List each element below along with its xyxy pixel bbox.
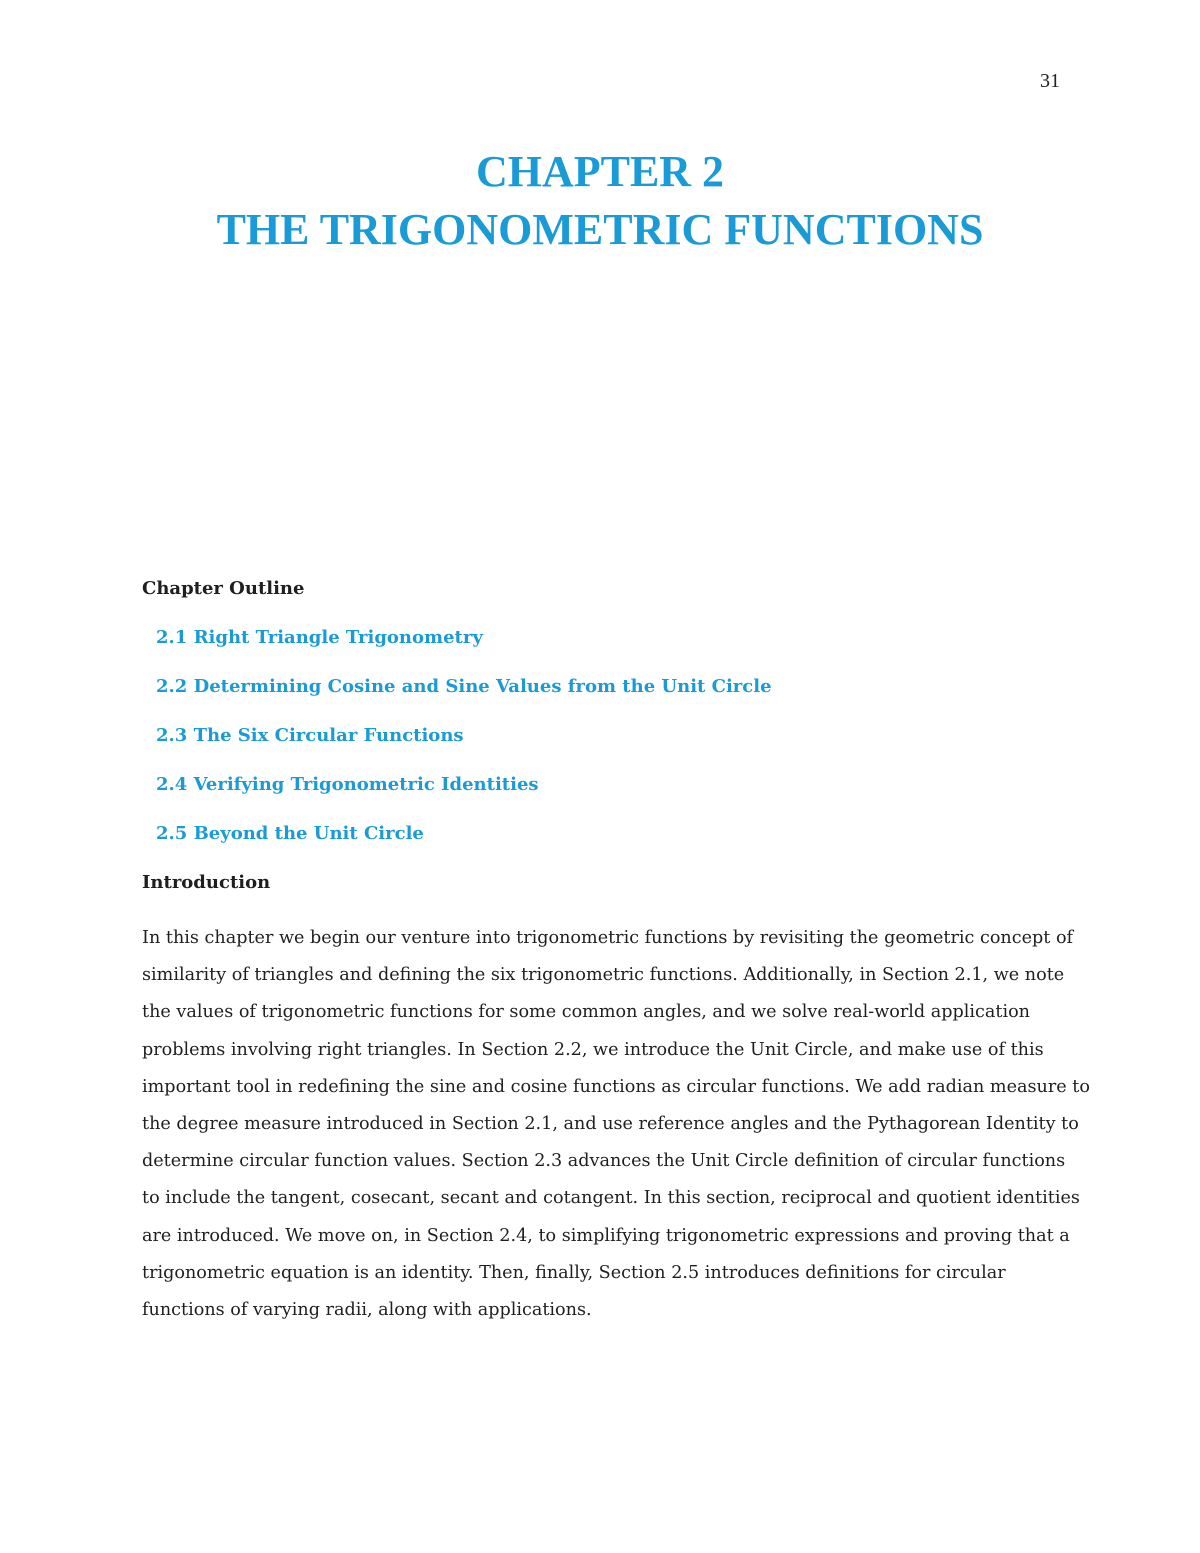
intro-line: similarity of triangles and defining the six trigonometric functions. Additionally, in Section 2.1, we note bbox=[142, 965, 1065, 986]
intro-line: important tool in redefining the sine and cosine functions as circular functions. We add radian measure to bbox=[142, 1076, 1090, 1097]
chapter-outline-heading: Chapter Outline bbox=[142, 578, 305, 599]
outline-link-section-2-2[interactable]: 2.2 Determining Cosine and Sine Values from the Unit Circle bbox=[156, 676, 772, 697]
intro-line: In this chapter we begin our venture into trigonometric functions by revisiting the geometric concept of bbox=[142, 928, 1074, 948]
introduction-heading: Introduction bbox=[142, 872, 271, 893]
intro-line: to include the tangent, cosecant, secant and cotangent. In this section, reciprocal and quotient identities bbox=[142, 1188, 1080, 1209]
intro-line: trigonometric equation is an identity. Then, finally, Section 2.5 introduces definitions for circular bbox=[142, 1262, 1006, 1283]
intro-line: are introduced. We move on, in Section 2.4, to simplifying trigonometric expressions and proving that a bbox=[142, 1225, 1070, 1246]
chapter-title: THE TRIGONOMETRIC FUNCTIONS bbox=[216, 205, 984, 254]
intro-line: the values of trigonometric functions for some common angles, and we solve real-world application bbox=[142, 1002, 1030, 1023]
chapter-heading bbox=[0, 143, 1200, 259]
intro-line: determine circular function values. Section 2.3 advances the Unit Circle definition of circular functions bbox=[142, 1151, 1066, 1172]
outline-link-section-2-3[interactable]: 2.3 The Six Circular Functions bbox=[156, 725, 464, 746]
chapter-outline-list bbox=[156, 627, 772, 872]
chapter-label: CHAPTER 2 bbox=[475, 147, 725, 196]
outline-link-section-2-4[interactable]: 2.4 Verifying Trigonometric Identities bbox=[156, 774, 539, 795]
intro-line: the degree measure introduced in Section 2.1, and use reference angles and the Pythagorean Identity to bbox=[142, 1114, 1079, 1135]
intro-line: problems involving right triangles. In Section 2.2, we introduce the Unit Circle, and make use of this bbox=[142, 1039, 1044, 1060]
page-number: 31 bbox=[1040, 70, 1060, 92]
introduction-paragraph bbox=[142, 920, 1090, 1329]
outline-link-section-2-5[interactable]: 2.5 Beyond the Unit Circle bbox=[156, 823, 424, 844]
outline-link-section-2-1[interactable]: 2.1 Right Triangle Trigonometry bbox=[156, 627, 483, 648]
intro-line: functions of varying radii, along with applications. bbox=[142, 1300, 592, 1321]
